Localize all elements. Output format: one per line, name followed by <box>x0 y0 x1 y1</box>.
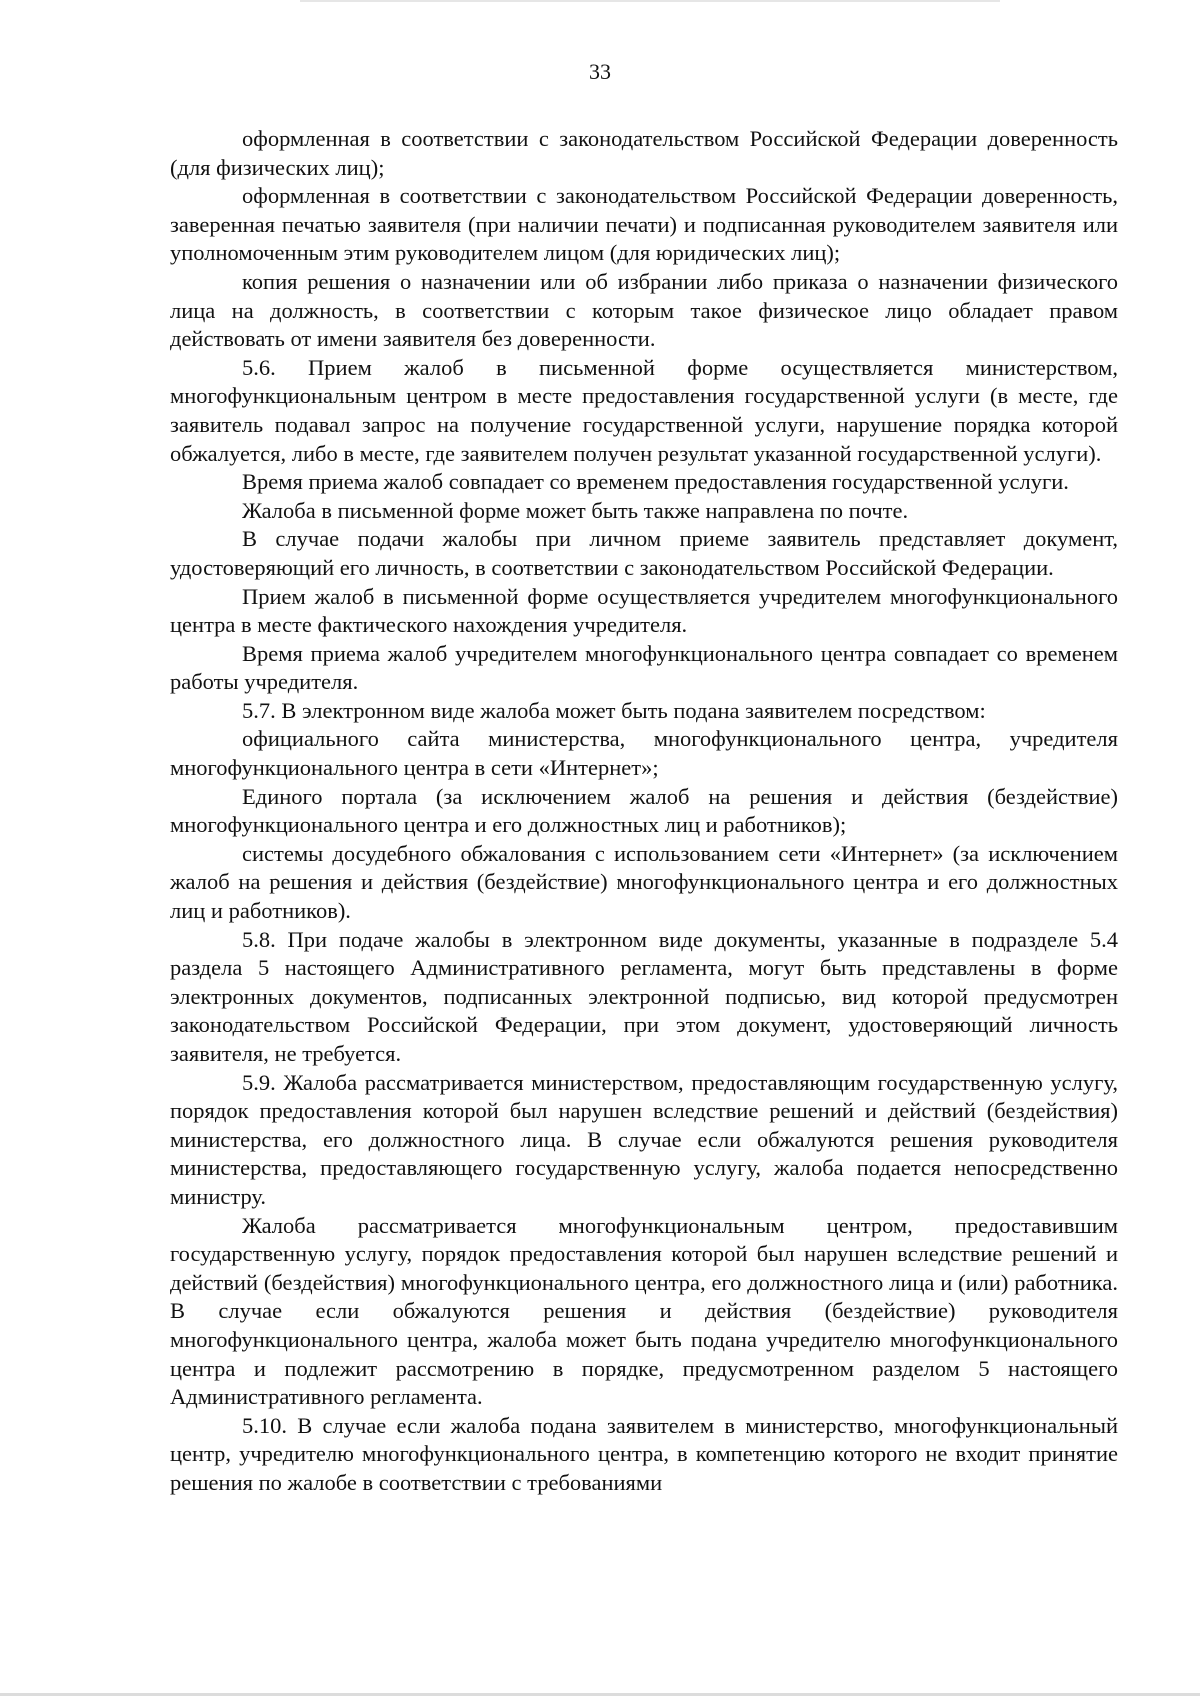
document-body <box>170 125 1118 1498</box>
paragraph: Жалоба в письменной форме может быть также направлена по почте. <box>242 497 909 523</box>
paragraph: Единого портала (за исключением жалоб на решения и действия (бездействие) многофункционального центра и его должностных лиц и работников); <box>170 783 1118 838</box>
paragraph: системы досудебного обжалования с использованием сети «Интернет» (за исключением жалоб на решения и действия (бездействие) многофункционального центра и его должностных лиц и работников). <box>170 840 1118 924</box>
paragraph-section-5-9: 5.9. Жалоба рассматривается министерством, предоставляющим государственную услугу, порядок предоставления которой был нарушен вследствие решений и действий (бездействия) министерства, его должностного лица. В случае если обжалуются решения руководителя министерства, предоставляющего государственную услугу, жалоба подается непосредственно министру. <box>170 1069 1118 1209</box>
paragraph: Жалоба рассматривается многофункциональным центром, предоставившим государственную услугу, порядок предоставления которой был нарушен вследствие решений и действий (бездействия) многофункционального центра, его должностного лица и (или) работника. В случае если обжалуются решения и действия (бездействие) руководителя многофункционального центра, жалоба может быть подана учредителю многофункционального центра и подлежит рассмотрению в порядке, предусмотренном разделом 5 настоящего Административного регламента. <box>170 1212 1118 1410</box>
paragraph: копия решения о назначении или об избрании либо приказа о назначении физического лица на должность, в соответствии с которым такое физическое лицо обладает правом действовать от имени заявителя без доверенности. <box>170 268 1118 352</box>
paragraph-section-5-7: 5.7. В электронном виде жалоба может быть подана заявителем посредством: <box>242 697 986 723</box>
paragraph: Прием жалоб в письменной форме осуществляется учредителем многофункционального центра в месте фактического нахождения учредителя. <box>170 583 1118 638</box>
paragraph-section-5-8: 5.8. При подаче жалобы в электронном виде документы, указанные в подразделе 5.4 раздела 5 настоящего Административного регламента, могут быть представлены в форме электронных документов, подписанных электронной подписью, вид которой предусмотрен законодательством Российской Федерации, при этом документ, удостоверяющий личность заявителя, не требуется. <box>170 926 1118 1066</box>
paragraph: оформленная в соответствии с законодательством Российской Федерации доверенность, заверенная печатью заявителя (при наличии печати) и подписанная руководителем заявителя или уполномоченным этим руководителем лицом (для юридических лиц); <box>170 183 1118 266</box>
paragraph-section-5-10: 5.10. В случае если жалоба подана заявителем в министерство, многофункциональный центр, учредителю многофункционального центра, в компетенцию которого не входит принятие решения по жалобе в соответствии с требованиями <box>170 1412 1118 1495</box>
paragraph: Время приема жалоб совпадает со временем предоставления государственной услуги. <box>242 469 1069 495</box>
page-number: 33 <box>589 59 611 84</box>
paragraph: оформленная в соответствии с законодательством Российской Федерации доверенность (для физических лиц); <box>170 126 1118 180</box>
paragraph-section-5-6: 5.6. Прием жалоб в письменной форме осуществляется министерством, многофункциональным центром в месте предоставления государственной услуги (в месте, где заявитель подавал запрос на получение государственной услуги, нарушение порядка которой обжалуется, либо в месте, где заявителем получен результат указанной государственной услуги). <box>170 354 1118 466</box>
paragraph: официального сайта министерства, многофункционального центра, учредителя многофункционального центра в сети «Интернет»; <box>170 726 1118 781</box>
scan-edge-top <box>300 0 1000 2</box>
paragraph: В случае подачи жалобы при личном приеме заявитель представляет документ, удостоверяющий его личность, в соответствии с законодательством Российской Федерации. <box>170 526 1118 580</box>
paragraph: Время приема жалоб учредителем многофункционального центра совпадает со временем работы учредителя. <box>170 640 1118 695</box>
